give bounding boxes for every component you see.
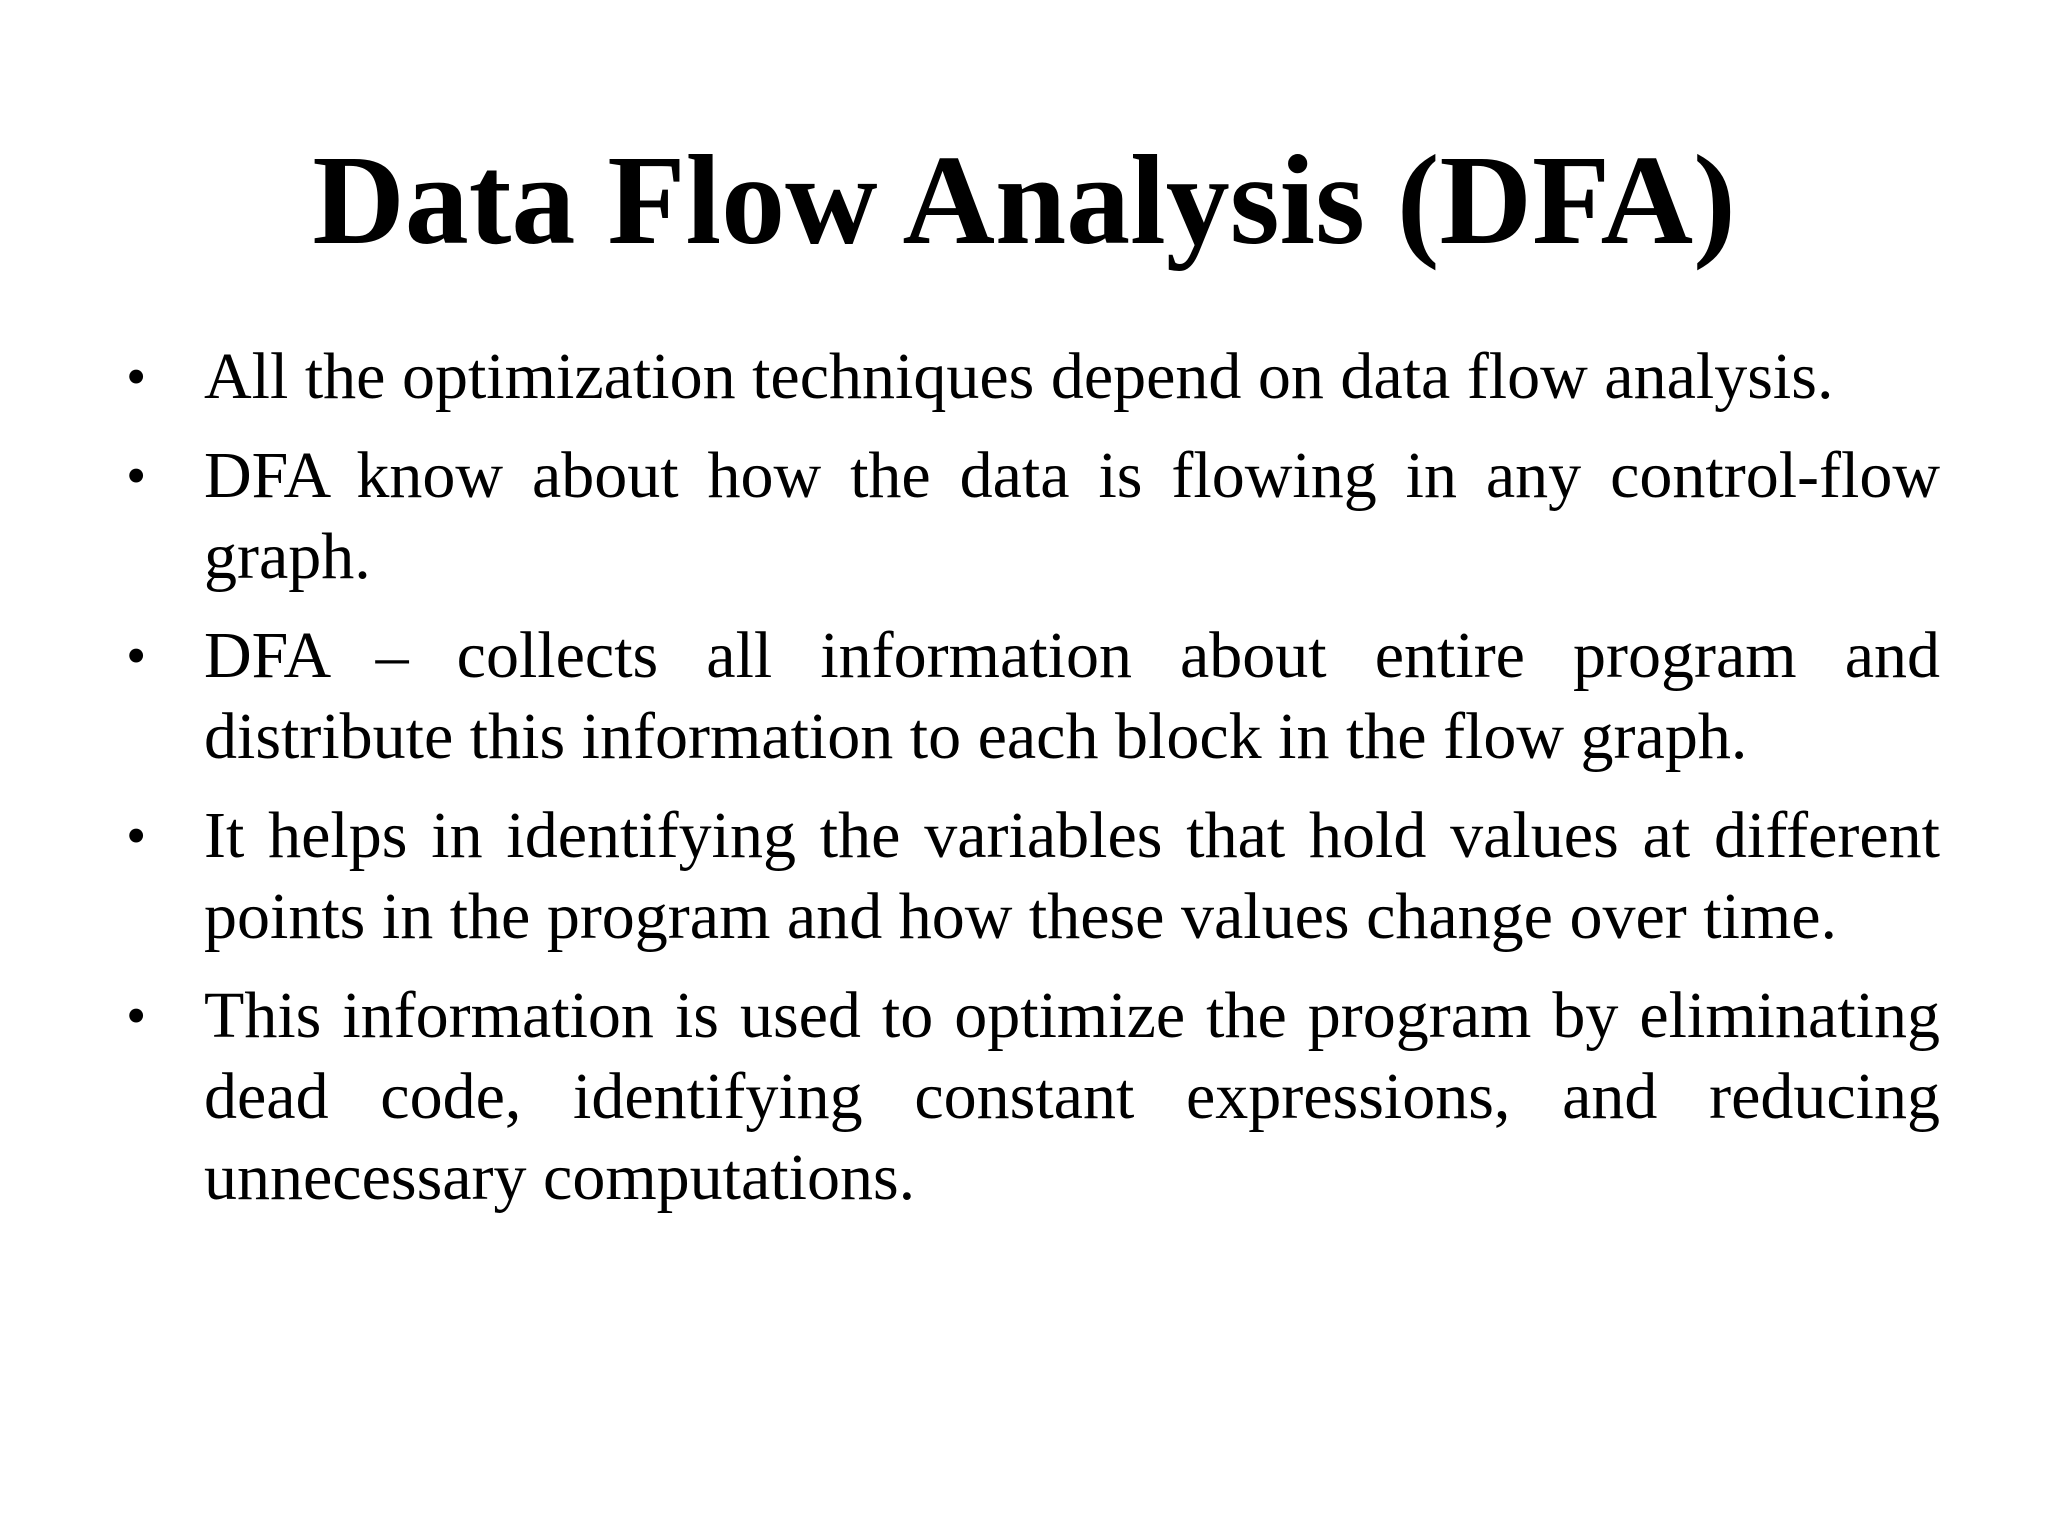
bullet-text: All the optimization techniques depend on data flow analysis. <box>204 340 1834 413</box>
slide-title: Data Flow Analysis (DFA) <box>312 129 1736 271</box>
bullet-text: It helps in identifying the variables that hold values at different points in the program and how these values change over time. <box>204 799 1940 953</box>
bullet-icon: • <box>126 983 147 1048</box>
bullet-icon: • <box>126 803 147 868</box>
bullet-item <box>120 435 1940 597</box>
bullet-item <box>120 975 1940 1218</box>
bullet-icon: • <box>126 443 147 508</box>
bullet-icon: • <box>126 623 147 688</box>
bullet-list <box>120 336 1940 1236</box>
bullet-text: DFA know about how the data is flowing in any control-flow graph. <box>204 439 1940 593</box>
bullet-item <box>120 615 1940 777</box>
bullet-item <box>120 795 1940 957</box>
bullet-item <box>120 336 1940 417</box>
bullet-text: This information is used to optimize the program by eliminating dead code, identifying constant expressions, and reducing unnecessary computations. <box>204 979 1940 1214</box>
bullet-icon: • <box>126 344 147 409</box>
bullet-text: DFA – collects all information about entire program and distribute this information to each block in the flow graph. <box>204 619 1940 773</box>
